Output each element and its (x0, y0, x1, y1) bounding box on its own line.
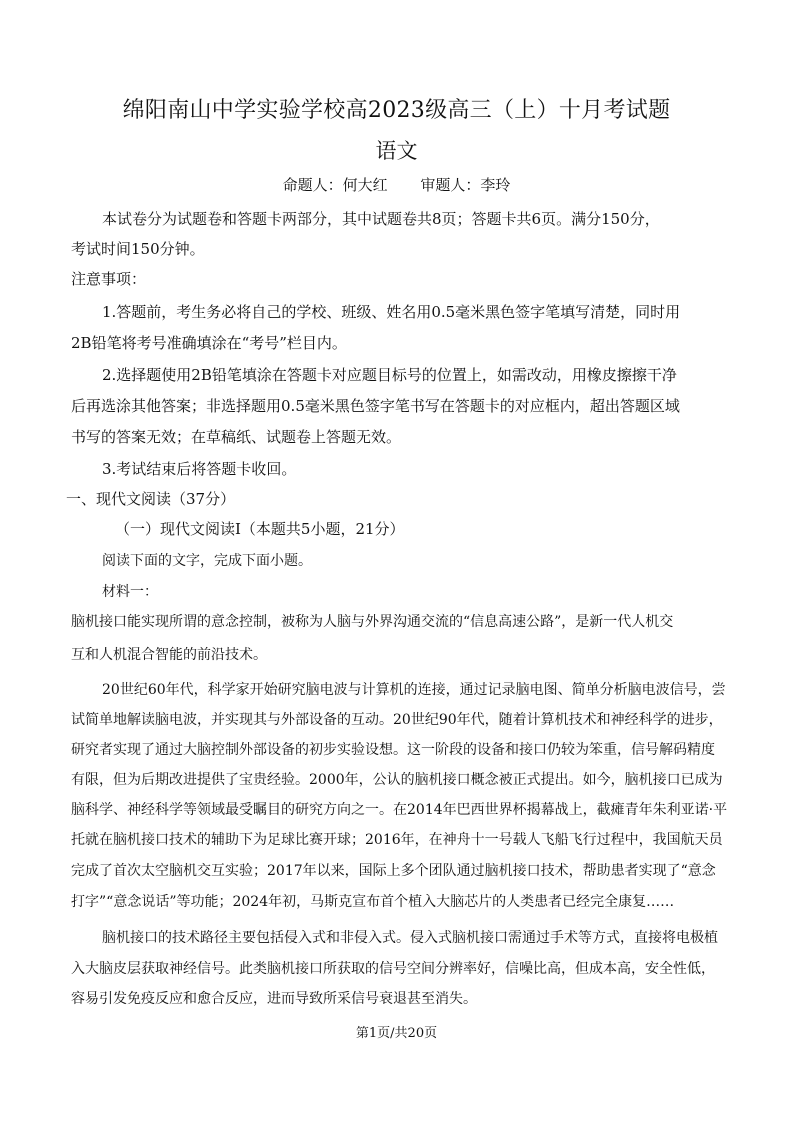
body-line: 研究者实现了通过大脑控制外部设备的初步实验设想。这一阶段的设备和接口仍较为笨重，信号解码精度 (71, 742, 715, 758)
body-line: 有限，但为后期改进提供了宝贵经验。2000年，公认的脑机接口概念被正式提出。如今，脑机接口已成为 (71, 772, 723, 788)
note-line: 2B铅笔将考号准确填涂在“考号”栏目内。 (71, 334, 347, 352)
page-footer: 第1页/共20页 (355, 1026, 438, 1041)
body-line: 容易引发免疫反应和愈合反应，进而导致所采信号衰退甚至消失。 (71, 991, 477, 1007)
body-line: 入大脑皮层获取神经信号。此类脑机接口所获取的信号空间分辨率好，信噪比高，但成本高，安全性低， (71, 961, 715, 977)
notes-heading: 注意事项： (71, 270, 147, 288)
subject-title: 语文 (375, 139, 418, 163)
body-line: 完成了首次太空脑机交互实验；2017年以来，国际上多个团队通过脑机接口技术，帮助患者实现了“意念 (71, 863, 716, 879)
question-reviewer: 审题人：李玲 (420, 176, 511, 194)
question-setter: 命题人：何大红 (282, 176, 388, 194)
body-line: 脑机接口的技术路径主要包括侵入式和非侵入式。侵入式脑机接口需通过手术等方式，直接将电极植 (102, 930, 718, 946)
note-line: 后再选涂其他答案；非选择题用0.5毫米黑色签字笔书写在答题卡的对应框内，超出答题区域 (71, 397, 680, 415)
author-line (0, 178, 793, 193)
reading-instruction: 阅读下面的文字，完成下面小题。 (102, 553, 312, 569)
body-line: 打字”“意念说话”等功能；2024年初，马斯克宣布首个植入大脑芯片的人类患者已经完全康复…… (71, 894, 675, 910)
intro-line: 考试时间150分钟。 (71, 240, 205, 258)
section-heading: 一、现代文阅读（37分） (66, 490, 236, 508)
body-line: 试简单地解读脑电波，并实现其与外部设备的互动。20世纪90年代，随着计算机技术和神经科学的进步， (71, 712, 723, 728)
body-line: 脑科学、神经科学等领域最受瞩目的研究方向之一。在2014年巴西世界杯揭幕战上，截瘫青年朱利亚诺·平 (71, 802, 728, 818)
subsection-heading: （一）现代文阅读Ⅰ（本题共5小题，21分） (115, 520, 405, 538)
body-line: 互和人机混合智能的前沿技术。 (71, 647, 267, 663)
exam-title: 绵阳南山中学实验学校高2023级高三（上）十月考试题 (122, 98, 671, 123)
body-line: 托就在脑机接口技术的辅助下为足球比赛开球；2016年，在神舟十一号载人飞船飞行过程中，我国航天员 (71, 832, 723, 848)
note-line: 2.选择题使用2B铅笔填涂在答题卡对应题目标号的位置上，如需改动，用橡皮擦擦干净 (102, 366, 677, 384)
body-line: 20世纪60年代，科学家开始研究脑电波与计算机的连接，通过记录脑电图、简单分析脑电波信号，尝 (102, 682, 726, 698)
note-line: 书写的答案无效；在草稿纸、试题卷上答题无效。 (71, 428, 402, 446)
material-label: 材料一： (102, 584, 158, 600)
intro-line: 本试卷分为试题卷和答题卡两部分，其中试题卷共8页；答题卡共6页。满分150分， (102, 210, 660, 228)
note-line: 1.答题前，考生务必将自己的学校、班级、姓名用0.5毫米黑色签字笔填写清楚，同时用 (102, 303, 681, 321)
note-line: 3.考试结束后将答题卡收回。 (102, 460, 297, 478)
body-line: 脑机接口能实现所谓的意念控制，被称为人脑与外界沟通交流的“信息高速公路”，是新一代人机交 (71, 614, 674, 630)
